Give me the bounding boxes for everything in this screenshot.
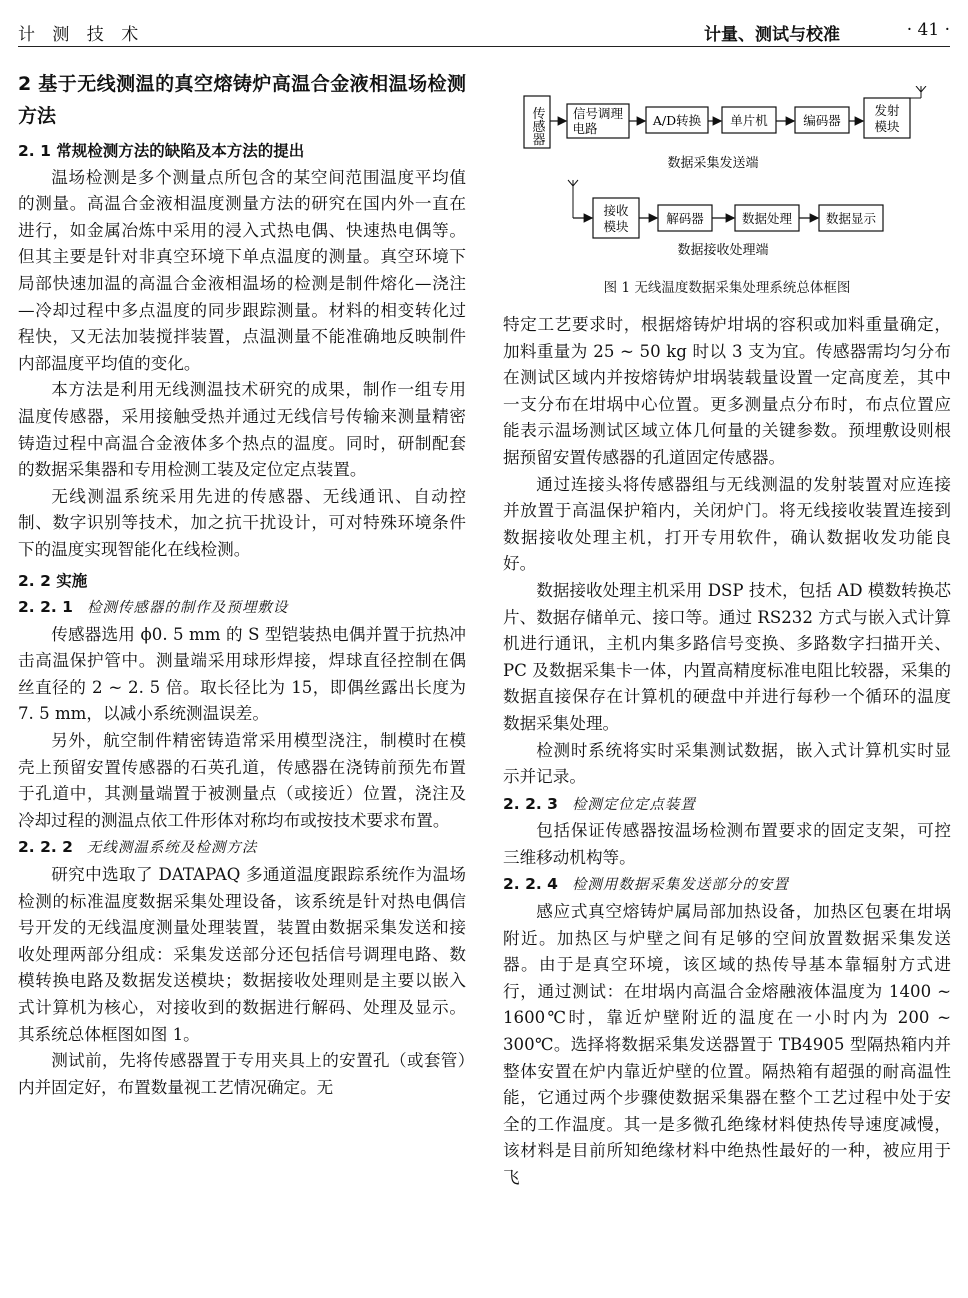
header-rule xyxy=(18,46,950,47)
journal-section: 计 测 技 术 xyxy=(18,25,145,45)
row2-caption: 数据接收处理端 xyxy=(677,243,769,258)
antenna-icon xyxy=(910,86,926,98)
page-number: · 41 · xyxy=(906,20,950,40)
heading-number: 2. 2. 1 xyxy=(18,598,73,617)
block-label: 解码器 xyxy=(666,211,704,226)
running-header xyxy=(18,20,950,46)
paragraph: 数据接收处理主机采用 DSP 技术，包括 AD 模数转换芯片、数据存储单元、接口等。通过 RS232 方式与嵌入式计算机进行通讯，主机内集多路信号变换、多路数字扫描开关、PC 及数据采集卡一体，内置高精度标准电阻比较器，采集的数据直接保存在计算机的硬盘中并进行每秒一个循环的温度数据采集处理。 xyxy=(503,580,951,733)
block-label: A/D转换 xyxy=(652,113,702,128)
subsection-2-2-3-heading xyxy=(503,791,951,819)
block-label-line2: 模块 xyxy=(874,119,900,134)
heading-text: 检测定位定点装置 xyxy=(571,796,696,813)
paragraph: 无线测温系统采用先进的传感器、无线通讯、自动控制、数字识别等技术，加之抗干扰设计，可对特殊环境条件下的温度实现智能化在线检测。 xyxy=(18,486,466,559)
receiver-antenna-icon xyxy=(568,180,592,218)
block-label: 接收 xyxy=(603,203,629,218)
paragraph: 测试前，先将传感器置于专用夹具上的安置孔（或套管）内并固定好，布置数量视工艺情况确定。无 xyxy=(18,1051,466,1097)
block-label: 信号调理 xyxy=(572,106,624,121)
subsection-2-2-title: 2. 2 实施 xyxy=(18,571,88,590)
heading-number: 2. 2. 3 xyxy=(503,794,558,813)
block-label: 单片机 xyxy=(730,113,768,128)
block-data-processing xyxy=(735,205,799,231)
paragraph: 包括保证传感器按温场检测布置要求的固定支架，可控三维移动机构等。 xyxy=(503,821,951,867)
block-sensor xyxy=(524,96,550,148)
paragraph: 本方法是利用无线测温技术研究的成果，制作一组专用温度传感器，采用接触受热并通过无线信号传输来测量精密铸造过程中高温合金液体多个热点的温度。同时，研制配套的数据采集器和专用检测工装及定位定点装置。 xyxy=(18,380,466,480)
subsection-2-2-1-heading xyxy=(18,594,466,622)
paragraph: 通过连接头将传感器组与无线测温的发射装置对应连接并放置于高温保护箱内，关闭炉门。将无线接收装置连接到数据接收处理主机，打开专用软件，确认数据收发功能良好。 xyxy=(503,474,951,574)
block-diagram xyxy=(503,86,951,276)
block-label: 数据处理 xyxy=(741,211,793,226)
heading-text: 检测用数据采集发送部分的安置 xyxy=(571,877,789,894)
block-receiver xyxy=(593,198,639,238)
subsection-2-2-2-heading xyxy=(18,834,466,862)
block-ad-converter xyxy=(646,107,708,133)
block-signal-conditioning xyxy=(567,104,629,138)
heading-text: 检测传感器的制作及预埋敷设 xyxy=(86,600,289,617)
left-column xyxy=(18,58,466,1101)
right-column xyxy=(503,312,951,1192)
block-decoder xyxy=(658,205,712,231)
figure-1-block-diagram xyxy=(503,86,951,308)
paragraph: 感应式真空熔铸炉属局部加热设备，加热区包裹在坩埚附近。加热区与炉壁之间有足够的空间放置数据采集发送器。由于是真空环境，该区域的热传导基本靠辐射方式进行，通过测试：在坩埚内高温合金熔融液体温度为 1400 ~ 1600℃时，靠近炉壁附近的温度在一小时内为 200 ~ 300℃。选择将数据采集发送器置于 TB4905 型隔热箱内并整体安置在炉内靠近炉壁的位置。隔热箱有超强的耐高温性能，它通过两个步骤使数据采集器在整个工艺过程中处于安全的工作温度。其一是多微孔绝缘材料使热传导速度减慢，该材料是目前所知绝缘材料中绝热性最好的一种，被应用于飞 xyxy=(503,902,951,1187)
heading-number: 2. 2. 4 xyxy=(503,875,558,894)
subsection-2-1-title: 2. 1 常规检测方法的缺陷及本方法的提出 xyxy=(18,142,305,160)
block-label: 编码器 xyxy=(803,113,841,128)
block-mcu xyxy=(722,107,776,133)
block-encoder xyxy=(795,107,849,133)
paragraph: 温场检测是多个测量点所包含的某空间范围温度平均值的测量。高温合金液相温度测量方法的研究在国内外一直在进行，如金属冶炼中采用的浸入式热电偶、快速热电偶等。但其主要是针对非真空环境下单点温度的测量。真空环境下局部快速加温的高温合金液相温场的检测是制件熔化—浇注—冷却过程中多点温度的同步跟踪测量。材料的相变转化过程快，又无法加装搅拌装置，点温测量不能准确地反映制件内部温度平均值的变化。 xyxy=(18,167,466,373)
heading-text: 无线测温系统及检测方法 xyxy=(86,840,258,857)
figure-caption: 图 1 无线温度数据采集处理系统总体框图 xyxy=(603,280,851,296)
paragraph: 传感器选用 ϕ0. 5 mm 的 S 型铠装热电偶并置于抗热冲击高温保护管中。测量端采用球形焊接，焊球直径控制在偶丝直径的 2 ~ 2. 5 倍。取长径比为 15，即偶丝露出长度为 7. 5 mm，以减小系统测温误差。 xyxy=(18,624,466,724)
paragraph: 研究中选取了 DATAPAQ 多通道温度跟踪系统作为温场检测的标准温度数据采集处理设备，该系统是针对热电偶信号开发的无线温度测量处理装置，装置由数据采集发送和接收处理两部分组成：采集发送部分还包括信号调理电路、数模转换电路及数据发送模块；数据接收处理则是主要以嵌入式计算机为核心，对接收到的数据进行解码、处理及显示。其系统总体框图如图 1。 xyxy=(18,865,466,1044)
block-label-line2: 模块 xyxy=(603,219,629,234)
block-data-display xyxy=(819,205,883,231)
category-label: 计量、测试与校准 xyxy=(704,25,840,45)
block-label: 发射 xyxy=(874,103,900,118)
paragraph: 特定工艺要求时，根据熔铸炉坩埚的容积或加料重量确定，加料重量为 25 ~ 50 kg 时以 3 支为宜。传感器需均匀分布在测试区域内并按熔铸炉坩埚装载量设置一定高度差，其中一支分布在坩埚中心位置。更多测量点分布时，布点位置应能表示温场测试区域立体几何量的关键参数。预埋敷设则根据预留安置传感器的孔道固定传感器。 xyxy=(503,315,951,467)
heading-number: 2. 2. 2 xyxy=(18,838,73,857)
subsection-2-2-4-heading xyxy=(503,871,951,899)
row1-caption: 数据采集发送端 xyxy=(667,156,759,171)
block-label-line2: 电路 xyxy=(572,121,598,136)
paragraph: 检测时系统将实时采集测试数据，嵌入式计算机实时显示并记录。 xyxy=(503,740,951,787)
block-label: 数据显示 xyxy=(825,211,877,226)
paragraph: 另外，航空制件精密铸造常采用模型浇注，制模时在模壳上预留安置传感器的石英孔道，传感器在浇铸前预先布置于孔道中，其测量端置于被测量点（或接近）位置，浇注及冷却过程的测温点依工件形体对称均布或按技术要求布置。 xyxy=(18,731,466,830)
block-label: 传感器 xyxy=(529,106,545,146)
block-transmitter xyxy=(864,98,910,138)
section-title: 2 基于无线测温的真空熔铸炉高温合金液相温场检测方法 xyxy=(18,73,466,127)
